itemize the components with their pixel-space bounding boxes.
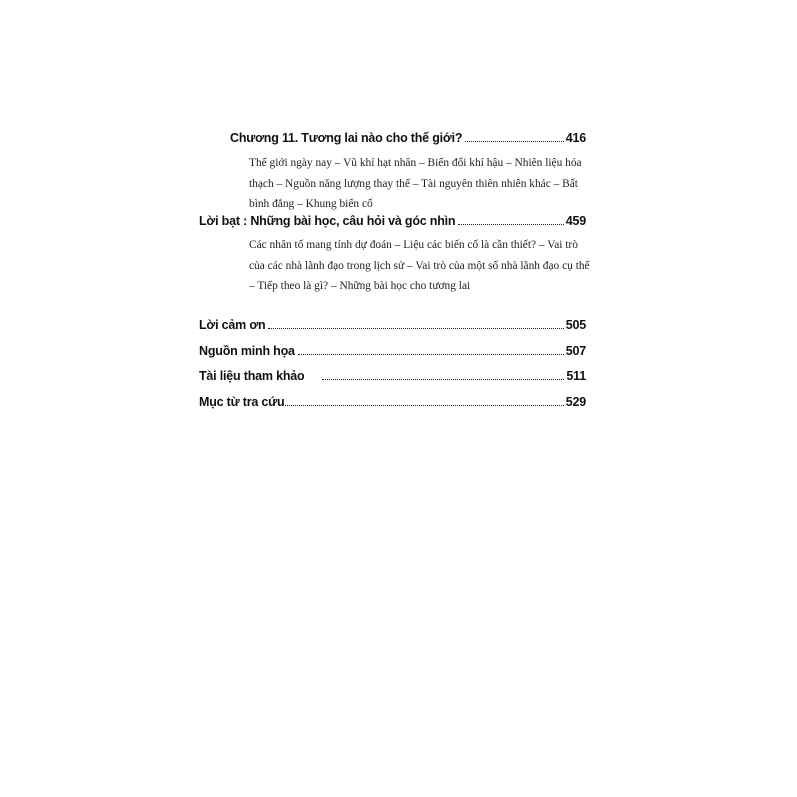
- description-line: Thế giới ngày nay – Vũ khí hạt nhân – Biến đổi khí hậu – Nhiên liệu hóa: [249, 157, 582, 169]
- description-line: của các nhà lãnh đạo trong lịch sử – Vai trò của một số nhà lãnh đạo cụ thể: [249, 259, 590, 272]
- toc-entry-title: Nguồn minh họa: [199, 344, 295, 358]
- toc-entry-description: [249, 235, 590, 297]
- toc-entry-title: Lời bạt : Những bài học, câu hỏi và góc nhìn: [199, 214, 456, 228]
- dot-leader: [285, 405, 563, 406]
- toc-entry-title: Tài liệu tham khảo: [199, 369, 305, 383]
- description-line: – Tiếp theo là gì? – Những bài học cho tương lai: [249, 280, 471, 292]
- dot-leader: [465, 141, 563, 142]
- dot-leader: [268, 328, 563, 329]
- toc-entry-title: Chương 11. Tương lai nào cho thế giới?: [230, 131, 463, 145]
- dot-leader: [322, 379, 564, 380]
- toc-entry-title: Lời cảm ơn: [199, 318, 266, 332]
- toc-entry-index[interactable]: [199, 395, 586, 409]
- toc-page-number: 505: [565, 318, 586, 332]
- toc-entry-acknowledgements[interactable]: [199, 318, 586, 332]
- toc-page-number: 416: [565, 131, 586, 145]
- dot-leader: [458, 224, 563, 225]
- description-line: Các nhân tố mang tính dự đoán – Liệu các biến cố là cần thiết? – Vai trò: [249, 239, 578, 251]
- toc-entry-illustrations[interactable]: [199, 344, 586, 358]
- toc-page-number: 507: [565, 344, 586, 358]
- description-line: thạch – Nguồn năng lượng thay thế – Tài nguyên thiên nhiên khác – Bất: [249, 177, 578, 190]
- description-line: bình đẳng – Khung biến cố: [249, 198, 373, 210]
- toc-entry-references[interactable]: [199, 369, 586, 383]
- toc-entry-chapter-11[interactable]: [230, 131, 586, 145]
- toc-page-number: 459: [565, 214, 586, 228]
- toc-page-number: 529: [565, 395, 586, 409]
- toc-entry-description: [249, 153, 582, 215]
- dot-leader: [298, 354, 564, 355]
- toc-entry-title: Mục từ tra cứu: [199, 395, 285, 409]
- toc-entry-afterword[interactable]: [199, 214, 586, 228]
- toc-page-number: 511: [566, 369, 586, 383]
